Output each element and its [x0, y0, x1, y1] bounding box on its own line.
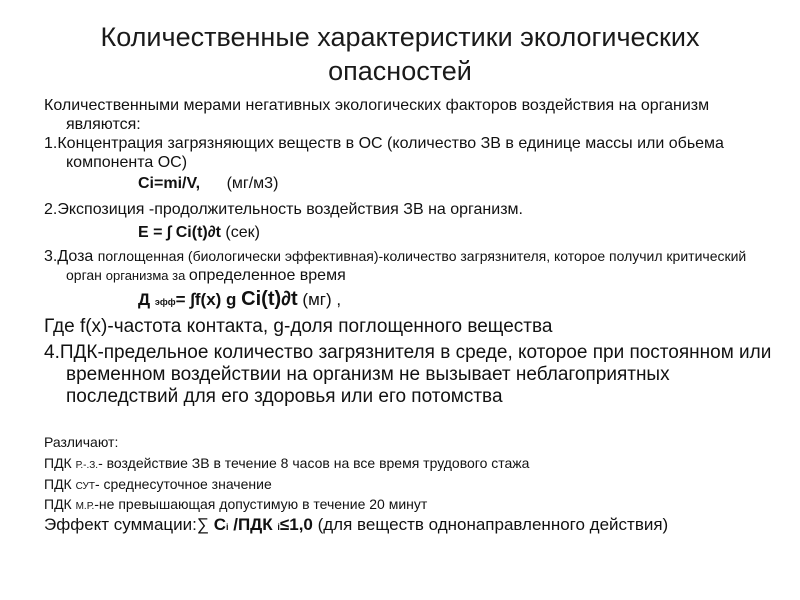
- distinguish-label: Различают:: [44, 434, 119, 450]
- summation-label: Эффект суммации:∑: [44, 515, 214, 534]
- summation-sub-i2: i: [277, 522, 280, 532]
- formula-exposure-expr: E = ∫ Ci(t)∂t: [138, 224, 221, 241]
- pdk-mr-label: ПДК: [44, 496, 76, 512]
- formula-concentration: [138, 174, 278, 193]
- summation-le: ≤1,0: [279, 515, 313, 534]
- formula-concentration-unit: (мг/м3): [226, 175, 279, 192]
- formula-dose-d: Д: [138, 290, 155, 309]
- pdk-rz-desc: - воздействие ЗВ в течение 8 часов на все время трудового стажа: [98, 455, 530, 471]
- summation-c: С: [213, 515, 226, 534]
- formula-dose-comma: ,: [331, 290, 342, 309]
- item-exposure: 2.Экспозиция -продолжительность воздействия ЗВ на организм.: [44, 201, 523, 218]
- summation-sub-i1: i: [226, 522, 229, 532]
- pdk-mr-desc: -не превышающая допустимую в течение 20 минут: [94, 496, 428, 512]
- pdk-sut-sub: СУТ: [75, 481, 95, 492]
- pdk-rz-label: ПДК: [44, 455, 76, 471]
- pdk-sut-desc: - среднесуточное значение: [94, 476, 272, 492]
- summation-pdk: /ПДК: [228, 515, 278, 534]
- dose-lead: 3.Доза: [44, 248, 98, 265]
- item-concentration: 1.Концентрация загрязняющих веществ в ОС (количество ЗВ в единице массы или обьема компонента ОС): [44, 135, 724, 171]
- formula-dose: [138, 290, 341, 312]
- pdk-rz-line: [44, 455, 764, 474]
- pdk-sut-line: [44, 476, 764, 495]
- item-dose: [44, 247, 786, 285]
- pdk-mr-line: [44, 496, 764, 515]
- pdk-mr-sub: М.Р.: [75, 501, 95, 512]
- summation-tail: (для веществ однонаправленного действия): [312, 515, 669, 534]
- pdk-rz-sub: Р.-.З.: [75, 460, 99, 471]
- where-text: Где f(x)-частота контакта, g-доля поглощенного вещества: [44, 316, 553, 337]
- dose-desc-rest: определенное время: [188, 267, 346, 284]
- pdk-sut-label: ПДК: [44, 476, 76, 492]
- item-pdk: 4.ПДК-предельное количество загрязнителя в среде, которое при постоянном или временном воздействии на организм не вызывает неблагоприятных последствий для его здоровья или его потомства: [44, 342, 772, 407]
- formula-dose-ci: Ci(t)∂t: [241, 288, 298, 310]
- formula-concentration-expr: Ci=mi/V,: [138, 175, 201, 192]
- formula-dose-sub: эфф: [154, 297, 176, 307]
- slide-title: Количественные характеристики экологических опасностей: [100, 22, 700, 86]
- dose-desc-small: поглощенная (биологически эффективная)-количество загрязнителя, которое получил критический орган: [66, 248, 747, 283]
- summation-effect: [44, 515, 786, 537]
- formula-exposure: [138, 223, 260, 242]
- formula-exposure-unit: (сек): [225, 224, 260, 241]
- intro-text: Количественными мерами негативных экологических факторов воздействия на организм являются:: [44, 97, 710, 133]
- dose-desc-mid: организма за: [105, 268, 189, 283]
- formula-dose-unit: (мг): [297, 290, 332, 309]
- formula-dose-eq: = ∫f(x) g: [175, 290, 242, 309]
